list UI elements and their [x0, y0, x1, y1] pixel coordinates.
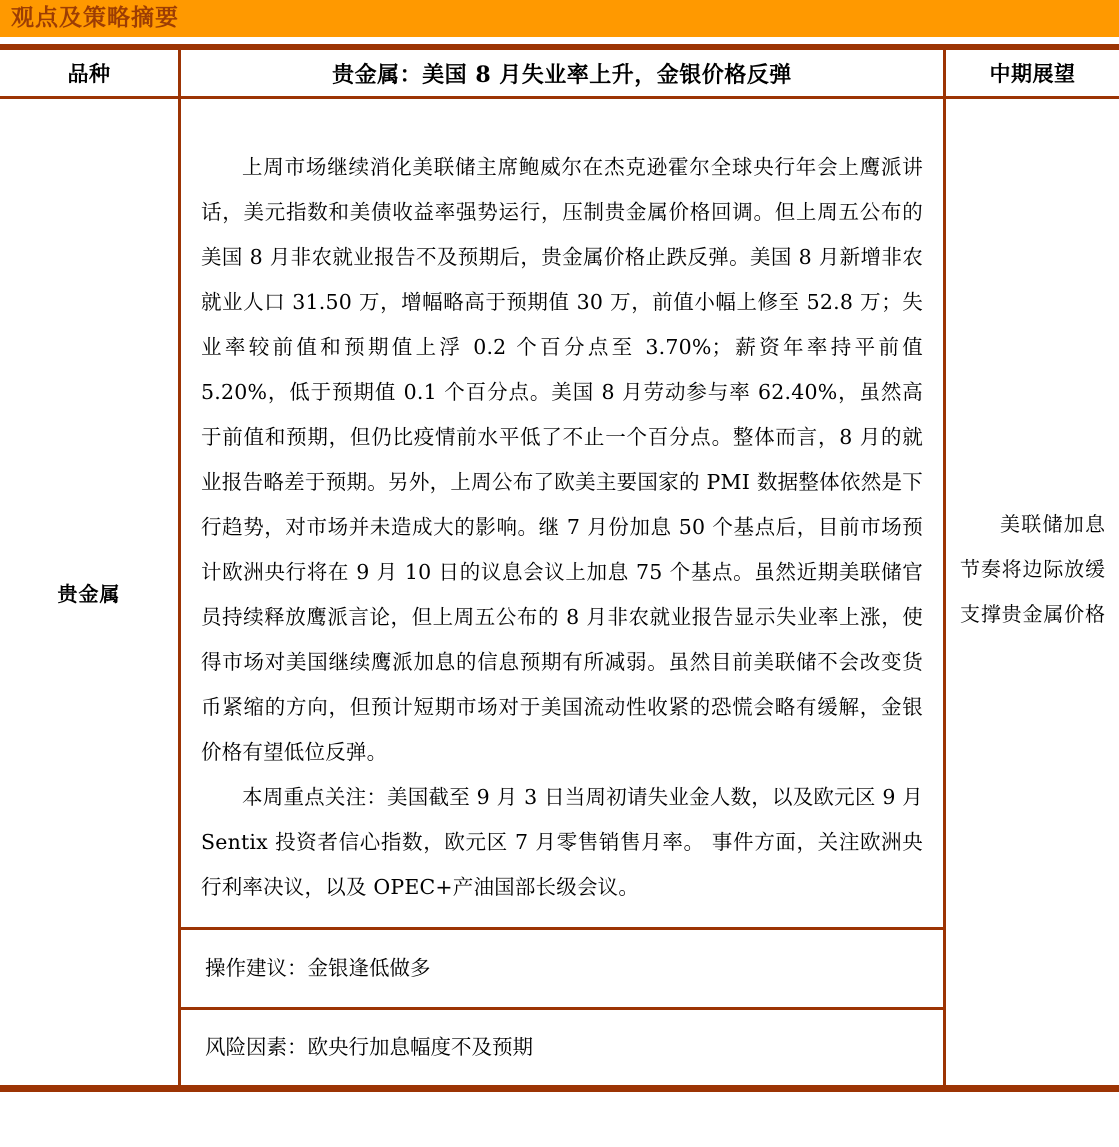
- header-label-title: 贵金属：美国 8 月失业率上升，金银价格反弹: [332, 61, 792, 88]
- analysis-paragraph-2: 本周重点关注：美国截至 9 月 3 日当周初请失业金人数，以及欧元区 9 月 Sentix 投资者信心指数，欧元区 7 月零售销售月率。 事件方面，关注欧洲央行利率决议，以及 OPEC+产油国部长级会议。: [201, 785, 923, 899]
- variety-label: 贵金属: [57, 581, 121, 606]
- cell-variety: [0, 99, 178, 1085]
- advice-text: 操作建议：金银逢低做多: [205, 956, 431, 981]
- analysis-section: [181, 99, 943, 927]
- summary-table: [0, 44, 1119, 1092]
- table-header-row: [0, 50, 1119, 96]
- header-cell-outlook: [946, 50, 1119, 96]
- risk-section: [181, 1007, 943, 1085]
- page-banner: [0, 0, 1119, 37]
- outlook-text: 美联储加息节奏将边际放缓支撑贵金属价格: [960, 512, 1105, 626]
- table-body-row: [0, 99, 1119, 1085]
- risk-text: 风险因素：欧央行加息幅度不及预期: [205, 1035, 533, 1060]
- header-label-variety: 品种: [67, 61, 111, 86]
- header-label-outlook: 中期展望: [989, 61, 1076, 86]
- cell-outlook: [946, 99, 1119, 1085]
- header-cell-variety: [0, 50, 178, 96]
- header-cell-title: [178, 50, 946, 96]
- table-bottom-border: [0, 1085, 1119, 1092]
- advice-section: [181, 927, 943, 1007]
- analysis-paragraph-1: 上周市场继续消化美联储主席鲍威尔在杰克逊霍尔全球央行年会上鹰派讲话，美元指数和美债收益率强势运行，压制贵金属价格回调。但上周五公布的美国 8 月非农就业报告不及预期后，贵金属价格止跌反弹。美国 8 月新增非农就业人口 31.50 万，增幅略高于预期值 30 万，前值小幅上修至 52.8 万；失业率较前值和预期值上浮 0.2 个百分点至 3.70%；薪资年率持平前值 5.20%，低于预期值 0.1 个百分点。美国 8 月劳动参与率 62.40%，虽然高于前值和预期，但仍比疫情前水平低了不止一个百分点。整体而言，8 月的就业报告略差于预期。另外，上周公布了欧美主要国家的 PMI 数据整体依然是下行趋势，对市场并未造成大的影响。继 7 月份加息 50 个基点后，目前市场预计欧洲央行将在 9 月 10 日的议息会议上加息 75 个基点。虽然近期美联储官员持续释放鹰派言论，但上周五公布的 8 月非农就业报告显示失业率上涨，使得市场对美国继续鹰派加息的信息预期有所减弱。虽然目前美联储不会改变货币紧缩的方向，但预计短期市场对于美国流动性收紧的恐慌会略有缓解，金银价格有望低位反弹。: [201, 155, 923, 764]
- page-title: 观点及策略摘要: [11, 5, 179, 31]
- cell-analysis-stack: [178, 99, 946, 1085]
